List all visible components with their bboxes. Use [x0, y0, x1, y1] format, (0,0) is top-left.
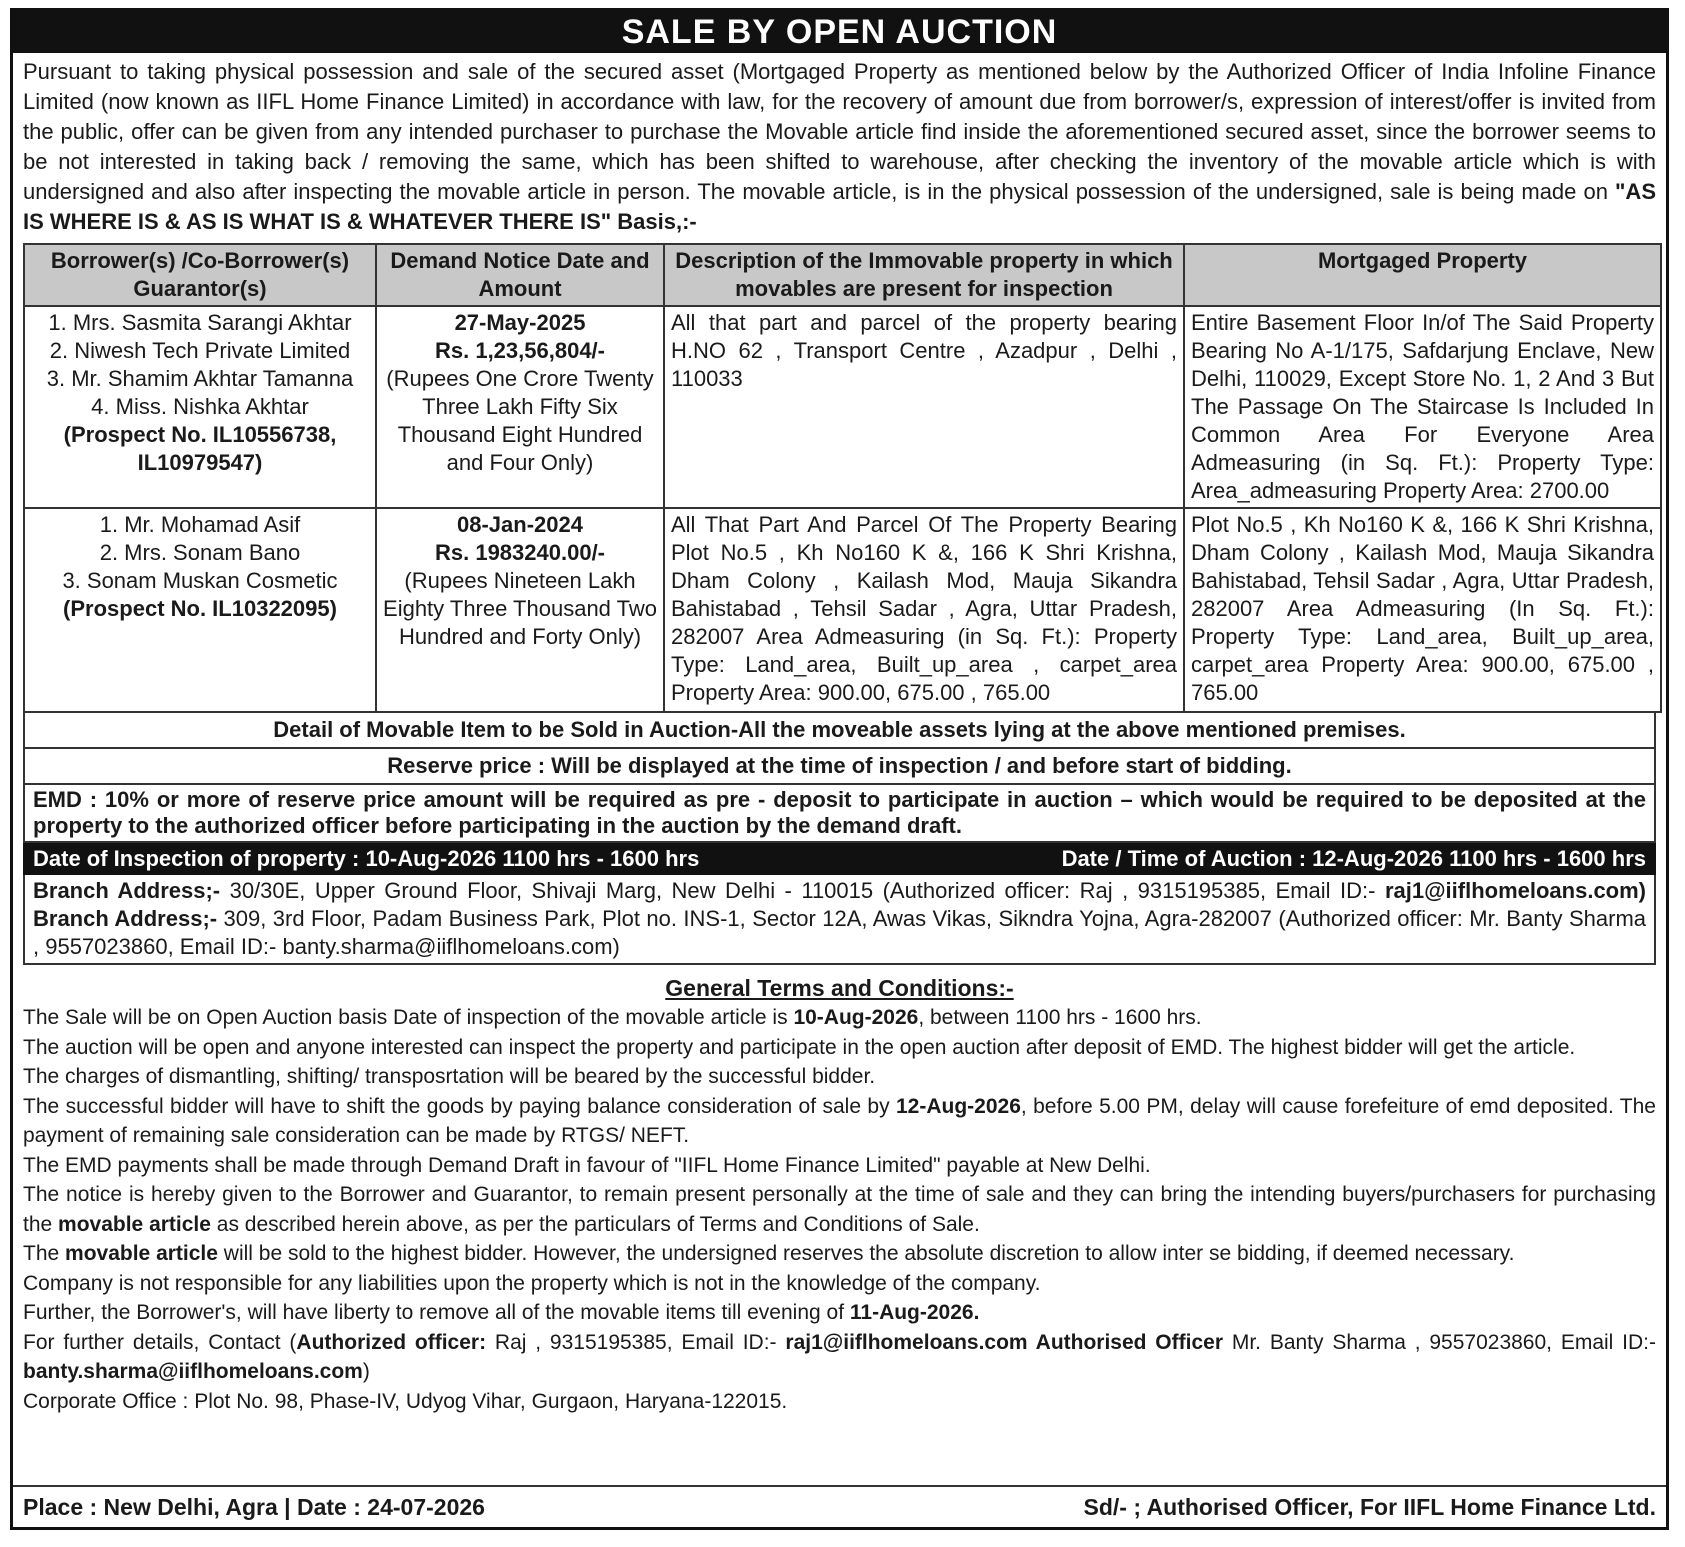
branch-email: raj1@iiflhomeloans.com)	[1384, 878, 1647, 903]
branch-text: 30/30E, Upper Ground Floor, Shivaji Marg, New Delhi - 110015 (Authorized officer: Raj , 9315195385, Email ID:-	[220, 878, 1376, 903]
demand-amount-words: (Rupees One Crore Twenty Three Lakh Fifty Six Thousand Eight Hundred and Four Only)	[386, 366, 654, 475]
table-row	[24, 306, 1661, 508]
table-row	[24, 508, 1661, 712]
term-item: The Sale will be on Open Auction basis Date of inspection of the movable article is 10-Aug-2026, between 1100 hrs - 1600 hrs.	[23, 1006, 1202, 1029]
term-item: Corporate Office : Plot No. 98, Phase-IV, Udyog Vihar, Gurgaon, Haryana-122015.	[23, 1389, 788, 1413]
branch-address	[23, 875, 1656, 965]
term-item: Further, the Borrower's, will have liberty to remove all of the movable items till evening of 11-Aug-2026.	[23, 1301, 980, 1324]
borrower-name: 1. Mr. Mohamad Asif	[99, 512, 301, 537]
prospect-number: (Prospect No. IL10556738, IL10979547)	[63, 422, 337, 475]
mortgaged-cell: Plot No.5 , Kh No160 K &, 166 K Shri Krishna, Dham Colony , Kailash Mod, Mauja Sikandra Bahistabad, Tehsil Sadar , Agra, Uttar Pradesh, 282007 Area Admeasuring (In Sq. Ft.): Property Type: Land_area, Built_up_area, carpet_area Property Area: 900.00, 675.00 , 765.00	[1184, 508, 1661, 712]
description-cell: All that part and parcel of the property bearing H.NO 62 , Transport Centre , Azadpur , Delhi , 110033	[664, 306, 1184, 508]
intro-text: Pursuant to taking physical possession and sale of the secured asset (Mortgaged Property as mentioned below by the Authorized Officer of India Infoline Finance Limited (now known as IIFL Home Finance Limited) in accordance with law, for the recovery of amount due from borrower/s, expression of interest/offer is invited from the public, offer can be given from any intended purchaser to purchase the Movable article find inside the aforementioned secured asset, since the borrower seems to be not interested in taking back / removing the same, which has been shifted to warehouse, after checking the inventory of the movable article which is with undersigned and also after inspecting the movable article in person. The movable article, is in the physical possession of the undersigned, sale is being made on	[23, 59, 1656, 204]
borrower-name: 4. Miss. Nishka Akhtar	[91, 394, 309, 419]
term-item: Company is not responsible for any liabilities upon the property which is not in the knowledge of the company.	[23, 1271, 1041, 1295]
demand-amount-words: (Rupees Nineteen Lakh Eighty Three Thousand Two Hundred and Forty Only)	[383, 568, 657, 649]
prospect-number: (Prospect No. IL10322095)	[63, 596, 337, 621]
demand-date: 08-Jan-2024	[457, 512, 583, 537]
intro-paragraph	[13, 53, 1666, 237]
header-description: Description of the Immovable property in which movables are present for inspection	[664, 244, 1184, 306]
description-cell: All That Part And Parcel Of The Property Bearing Plot No.5 , Kh No160 K &, 166 K Shri Krishna, Dham Colony , Kailash Mod, Mauja Sikandra Bahistabad , Tehsil Sadar , Agra, Uttar Pradesh, 282007 Area Admeasuring (in Sq. Ft.): Property Type: Land_area, Built_up_area , carpet_area Property Area: 900.00, 675.00 , 765.00	[664, 508, 1184, 712]
reserve-price: Reserve price : Will be displayed at the time of inspection / and before start of bidding.	[23, 749, 1656, 785]
notice-footer	[13, 1485, 1666, 1527]
branch-text: 309, 3rd Floor, Padam Business Park, Plot no. INS-1, Sector 12A, Awas Vikas, Sikndra Yojna, Agra-282007 (Authorized officer: Mr. Banty Sharma , 9557023860, Email ID:- banty.sharma@iiflhomeloans.com)	[33, 906, 1647, 959]
borrower-name: 2. Niwesh Tech Private Limited	[49, 338, 351, 363]
notice-title: SALE BY OPEN AUCTION	[13, 11, 1666, 53]
branch-label: Branch Address;-	[33, 906, 218, 931]
place-date: Place : New Delhi, Agra | Date : 24-07-2026	[23, 1494, 485, 1520]
demand-amount: Rs. 1,23,56,804/-	[434, 338, 605, 363]
term-item: The notice is hereby given to the Borrower and Guarantor, to remain present personally at the time of sale and they can bring the intending buyers/purchasers for purchasing the movable article as described herein above, as per the particulars of Terms and Conditions of Sale.	[23, 1183, 1656, 1236]
signatory: Sd/- ; Authorised Officer, For IIFL Home Finance Ltd.	[1083, 1494, 1656, 1520]
borrower-name: 3. Mr. Shamim Akhtar Tamanna	[46, 366, 354, 391]
demand-date: 27-May-2025	[454, 310, 586, 335]
branch-label: Branch Address;-	[33, 878, 221, 903]
mortgaged-cell: Entire Basement Floor In/of The Said Property Bearing No A-1/175, Safdarjung Enclave, New Delhi, 110029, Except Store No. 1, 2 And 3 But The Passage On The Staircase Is Included In Common Area For Everyone Area Admeasuring (in Sq. Ft.): Property Type: Area_admeasuring Property Area: 2700.00	[1184, 306, 1661, 508]
intro-basis: "AS IS WHERE IS & AS IS WHAT IS & WHATEVER THERE IS" Basis,:-	[23, 179, 1656, 234]
header-demand: Demand Notice Date and Amount	[376, 244, 664, 306]
inspection-date: Date of Inspection of property : 10-Aug-2026 1100 hrs - 1600 hrs	[33, 846, 700, 871]
borrower-name: 3. Sonam Muskan Cosmetic	[62, 568, 338, 593]
auction-date: Date / Time of Auction : 12-Aug-2026 1100 hrs - 1600 hrs	[1061, 846, 1646, 871]
demand-cell	[376, 306, 664, 508]
term-item: The EMD payments shall be made through Demand Draft in favour of "IIFL Home Finance Limited" payable at New Delhi.	[23, 1153, 1151, 1177]
terms-list	[13, 1003, 1666, 1416]
demand-amount: Rs. 1983240.00/-	[434, 540, 606, 565]
borrowers-cell	[24, 508, 376, 712]
inspection-bar	[23, 843, 1656, 875]
borrower-name: 2. Mrs. Sonam Bano	[99, 540, 301, 565]
demand-cell	[376, 508, 664, 712]
movable-detail: Detail of Movable Item to be Sold in Auction-All the moveable assets lying at the above mentioned premises.	[23, 713, 1656, 749]
property-table	[23, 243, 1662, 713]
auction-notice	[10, 8, 1669, 1530]
term-item: The auction will be open and anyone interested can inspect the property and participate in the open auction after deposit of EMD. The highest bidder will get the article.	[23, 1035, 1576, 1059]
term-item: For further details, Contact (Authorized officer: Raj , 9315195385, Email ID:- raj1@iiflhomeloans.com Authorised Officer Mr. Banty Sharma , 9557023860, Email ID:- banty.sharma@iiflhomeloans.com)	[23, 1330, 1656, 1383]
borrower-name: 1. Mrs. Sasmita Sarangi Akhtar	[48, 310, 352, 335]
table-header-row	[24, 244, 1661, 306]
term-item: The movable article will be sold to the highest bidder. However, the undersigned reserves the absolute discretion to allow inter se bidding, if deemed necessary.	[23, 1242, 1515, 1265]
term-item: The charges of dismantling, shifting/ transposrtation will be beared by the successful bidder.	[23, 1065, 876, 1088]
borrowers-cell	[24, 306, 376, 508]
header-borrowers: Borrower(s) /Co-Borrower(s) Guarantor(s)	[24, 244, 376, 306]
header-mortgaged: Mortgaged Property	[1184, 244, 1661, 306]
term-item: The successful bidder will have to shift the goods by paying balance consideration of sale by 12-Aug-2026, before 5.00 PM, delay will cause forefeiture of emd deposited. The payment of remaining sale consideration can be made by RTGS/ NEFT.	[23, 1094, 1656, 1147]
emd-text: EMD : 10% or more of reserve price amount will be required as pre - deposit to participate in auction – which would be required to be deposited at the property to the authorized officer before participating in the auction by the demand draft.	[23, 785, 1656, 843]
terms-heading: General Terms and Conditions:-	[665, 975, 1014, 1001]
